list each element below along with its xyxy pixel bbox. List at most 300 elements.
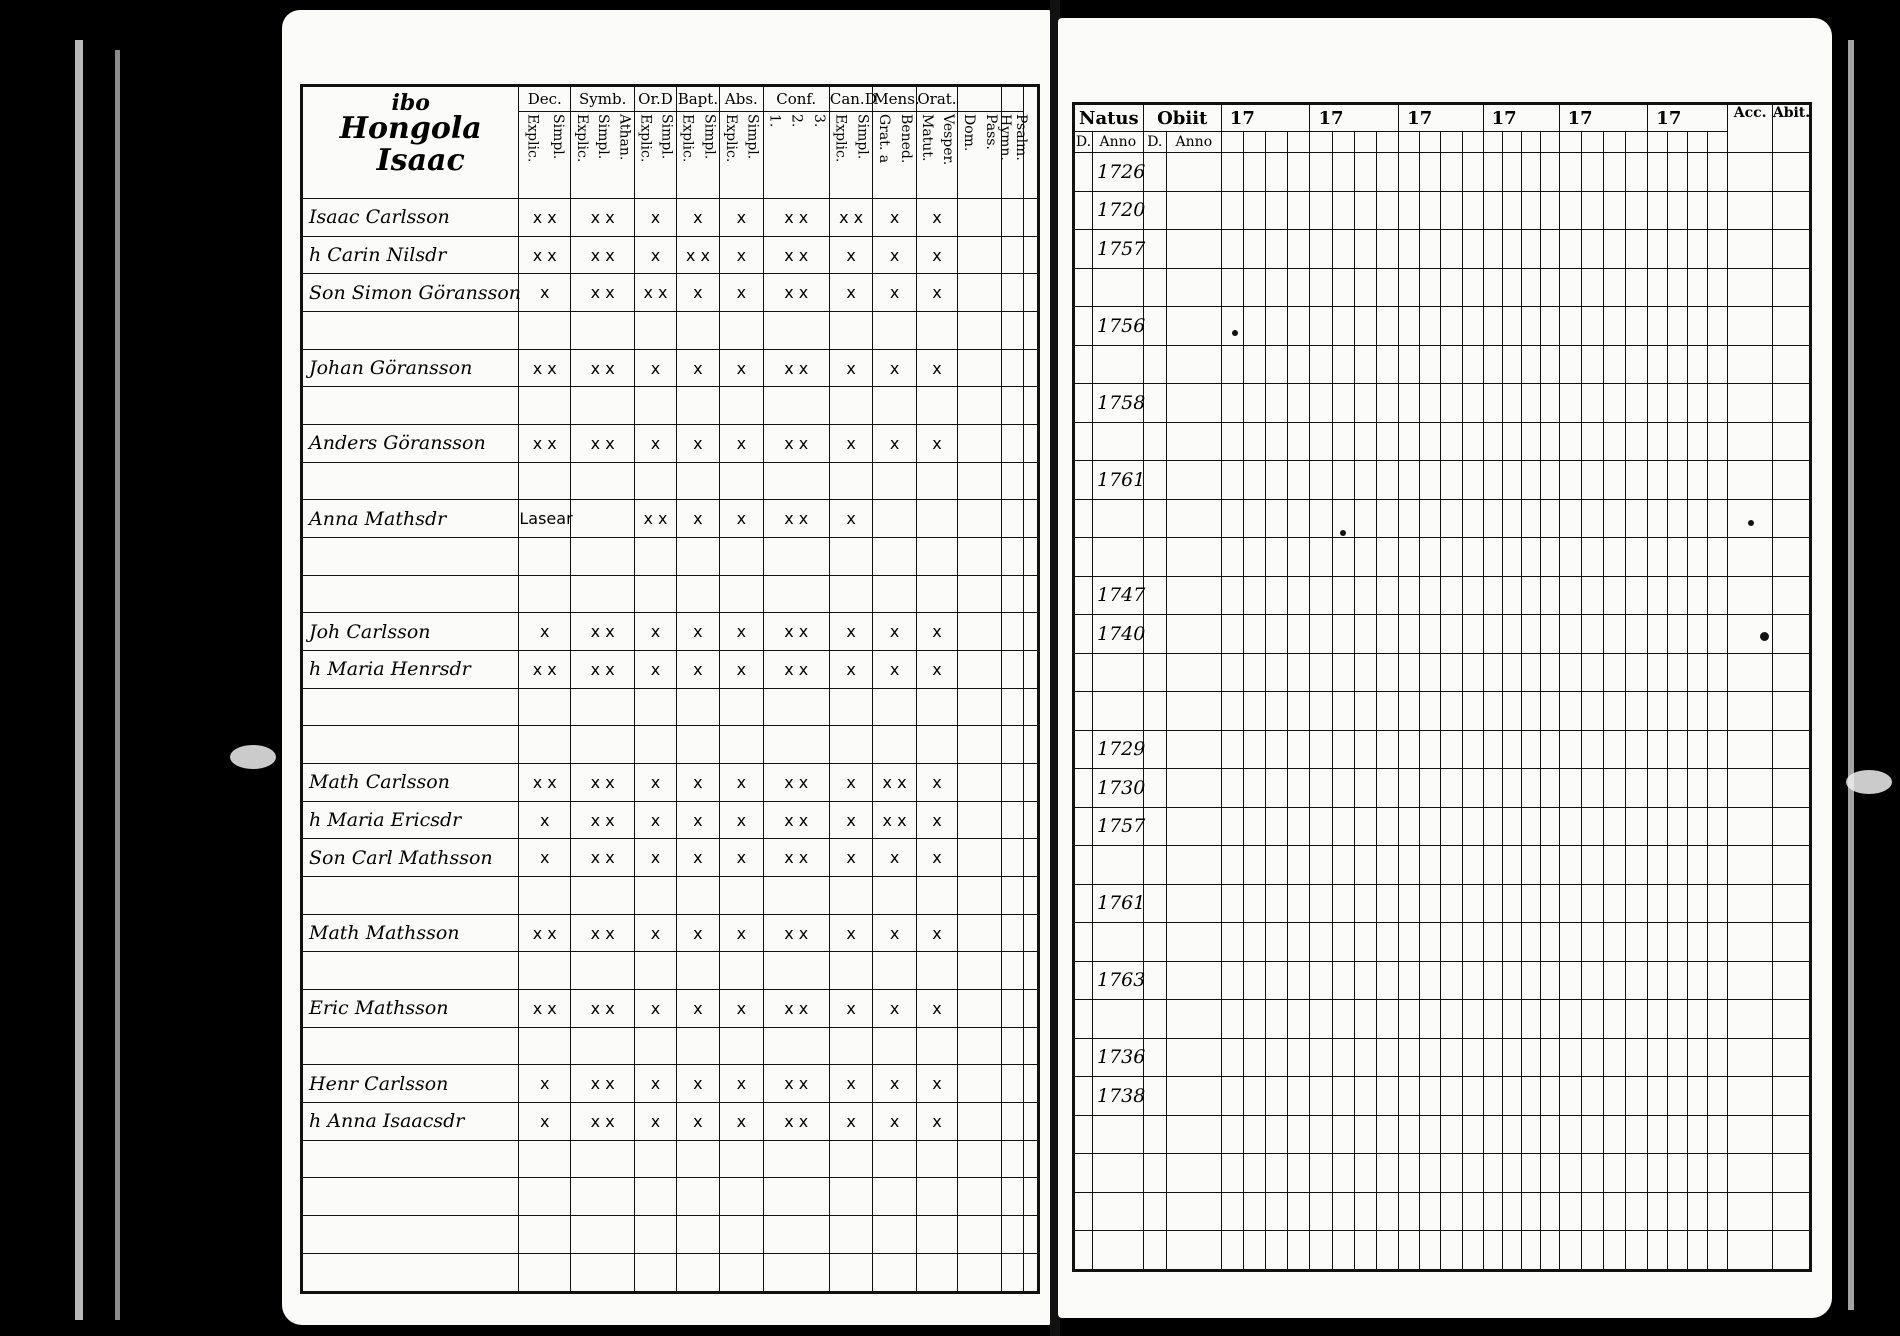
empty-cell [1502, 132, 1521, 153]
empty-cell [1288, 191, 1310, 230]
empty-cell [1221, 576, 1243, 615]
catechism-mark [635, 688, 676, 726]
table-row [1074, 923, 1811, 962]
person-name [302, 538, 519, 576]
empty-cell [1521, 1231, 1540, 1271]
birth-year-cell: 1720 [1093, 191, 1144, 230]
empty-cell [1668, 576, 1688, 615]
catechism-mark [763, 312, 829, 350]
catechism-mark: x x [635, 274, 676, 312]
catechism-mark [519, 1027, 571, 1065]
table-row [302, 462, 1039, 500]
birth-year-cell [1093, 345, 1144, 384]
empty-cell [1001, 764, 1024, 802]
empty-cell [1166, 769, 1221, 808]
empty-cell [1648, 499, 1668, 538]
empty-cell [1668, 307, 1688, 346]
empty-cell [1024, 1027, 1039, 1065]
empty-cell [1559, 923, 1581, 962]
catechism-mark: Lasear [519, 500, 571, 538]
empty-cell [1420, 153, 1441, 192]
empty-cell [1502, 384, 1521, 423]
empty-cell [1648, 769, 1668, 808]
catechism-mark [916, 877, 957, 915]
empty-cell [1521, 268, 1540, 307]
table-row [302, 877, 1039, 915]
birth-day-cell [1074, 499, 1093, 538]
empty-cell [1626, 884, 1648, 923]
catechism-mark: x x [571, 914, 635, 952]
table-row [1074, 1154, 1811, 1193]
empty-cell [1420, 653, 1441, 692]
empty-cell [1166, 1038, 1221, 1077]
catechism-mark: x [829, 914, 872, 952]
empty-cell [1420, 615, 1441, 654]
empty-cell [1581, 884, 1603, 923]
empty-cell [1626, 769, 1648, 808]
empty-cell [1462, 191, 1483, 230]
empty-cell [1332, 576, 1354, 615]
empty-cell [1024, 199, 1039, 237]
accessit-header: Acc. [1728, 104, 1772, 153]
birth-year-cell [1093, 923, 1144, 962]
empty-cell [1332, 1000, 1354, 1039]
birth-year-cell [1093, 1231, 1144, 1271]
column-group-header: Conf. [763, 86, 829, 112]
empty-cell [958, 575, 1001, 613]
birth-year-cell [1093, 268, 1144, 307]
birth-day-cell [1074, 807, 1093, 846]
empty-cell [1462, 268, 1483, 307]
empty-cell [1288, 153, 1310, 192]
empty-cell [1377, 615, 1399, 654]
catechism-mark: x [916, 839, 957, 877]
empty-cell [1603, 1154, 1625, 1193]
empty-cell [1708, 653, 1728, 692]
empty-cell [1266, 268, 1288, 307]
empty-cell [958, 914, 1001, 952]
empty-cell [1668, 769, 1688, 808]
empty-cell [1540, 153, 1559, 192]
catechism-mark [676, 726, 719, 764]
empty-cell [1688, 307, 1708, 346]
empty-cell [1399, 653, 1420, 692]
empty-cell [1462, 576, 1483, 615]
empty-cell [1399, 1077, 1420, 1116]
empty-cell [1772, 191, 1810, 230]
catechism-mark [720, 952, 763, 990]
empty-cell [1166, 576, 1221, 615]
empty-cell [1483, 884, 1502, 923]
column-group-header [1001, 86, 1024, 112]
catechism-mark [829, 952, 872, 990]
empty-cell [1668, 1038, 1688, 1077]
empty-cell [1728, 499, 1772, 538]
catechism-mark: x [676, 613, 719, 651]
empty-cell [1708, 730, 1728, 769]
empty-cell [1708, 692, 1728, 731]
empty-cell [1143, 153, 1166, 192]
empty-cell [1354, 1192, 1376, 1231]
catechism-mark [916, 462, 957, 500]
catechism-mark: x [635, 425, 676, 463]
catechism-mark [763, 1027, 829, 1065]
catechism-mark [763, 1140, 829, 1178]
catechism-mark: x [916, 651, 957, 689]
catechism-mark: x x [763, 274, 829, 312]
empty-cell [1166, 461, 1221, 500]
empty-cell [1024, 914, 1039, 952]
empty-cell [1399, 461, 1420, 500]
empty-cell [1399, 345, 1420, 384]
empty-cell [1266, 307, 1288, 346]
empty-cell [1288, 884, 1310, 923]
empty-cell [1688, 132, 1708, 153]
empty-cell [1603, 307, 1625, 346]
catechism-mark [829, 1140, 872, 1178]
birth-year-cell [1093, 653, 1144, 692]
column-group-header: Bapt. [676, 86, 719, 112]
empty-cell [1581, 461, 1603, 500]
empty-cell [1648, 692, 1668, 731]
empty-cell [1166, 1231, 1221, 1271]
catechism-mark: x x [519, 349, 571, 387]
empty-cell [1243, 461, 1265, 500]
empty-cell [1728, 384, 1772, 423]
empty-cell [1377, 576, 1399, 615]
empty-cell [1001, 462, 1024, 500]
catechism-register-table [300, 84, 1040, 1294]
birth-year-cell: 1736 [1093, 1038, 1144, 1077]
empty-cell [1462, 1077, 1483, 1116]
page-tab [1846, 770, 1892, 794]
table-row [302, 199, 1039, 237]
catechism-mark: x [873, 236, 916, 274]
empty-cell [1502, 884, 1521, 923]
empty-cell [1143, 422, 1166, 461]
empty-cell [1166, 422, 1221, 461]
birth-year-cell: 1726 [1093, 153, 1144, 192]
empty-cell [1354, 1154, 1376, 1193]
birth-day-cell [1074, 384, 1093, 423]
empty-cell [1728, 230, 1772, 269]
empty-cell [1001, 538, 1024, 576]
empty-cell [1648, 1192, 1668, 1231]
person-name: Son Carl Mathsson [302, 839, 519, 877]
column-subheader: Simpl. [658, 114, 675, 160]
empty-cell [1024, 952, 1039, 990]
empty-cell [1221, 499, 1243, 538]
empty-cell [1166, 384, 1221, 423]
empty-cell [1310, 345, 1332, 384]
empty-cell [1001, 349, 1024, 387]
catechism-mark [720, 726, 763, 764]
catechism-mark: x [873, 1103, 916, 1141]
empty-cell [1221, 846, 1243, 885]
catechism-mark: x [519, 801, 571, 839]
empty-cell [958, 425, 1001, 463]
empty-cell [1377, 961, 1399, 1000]
person-name [302, 1253, 519, 1292]
corner-note: ibo [391, 90, 430, 116]
empty-cell [1502, 268, 1521, 307]
empty-cell [1581, 576, 1603, 615]
empty-cell [1310, 923, 1332, 962]
empty-cell [1266, 191, 1288, 230]
empty-cell [1540, 846, 1559, 885]
catechism-mark: x x [571, 990, 635, 1028]
empty-cell [1024, 1178, 1039, 1216]
empty-cell [1502, 422, 1521, 461]
empty-cell [1001, 1253, 1024, 1292]
catechism-mark: x x [635, 500, 676, 538]
catechism-mark: x [829, 764, 872, 802]
catechism-mark [519, 1253, 571, 1292]
catechism-mark [571, 1253, 635, 1292]
catechism-mark [873, 1027, 916, 1065]
empty-cell [1483, 461, 1502, 500]
empty-cell [1708, 230, 1728, 269]
empty-cell [1377, 538, 1399, 577]
empty-cell [1540, 615, 1559, 654]
empty-cell [1728, 422, 1772, 461]
table-row [1074, 653, 1811, 692]
empty-cell [1728, 807, 1772, 846]
empty-cell [1540, 923, 1559, 962]
table-row [1074, 884, 1811, 923]
table-row [1074, 1115, 1811, 1154]
empty-cell [1728, 730, 1772, 769]
catechism-mark: x [676, 1103, 719, 1141]
catechism-mark: x x [763, 990, 829, 1028]
empty-cell [958, 839, 1001, 877]
empty-cell [1310, 499, 1332, 538]
column-subheader: 2. [788, 114, 805, 128]
empty-cell [1462, 1038, 1483, 1077]
empty-cell [1243, 692, 1265, 731]
table-row [302, 613, 1039, 651]
empty-cell [1668, 191, 1688, 230]
empty-cell [1441, 576, 1462, 615]
empty-cell [1288, 499, 1310, 538]
birth-day-cell [1074, 422, 1093, 461]
empty-cell [1354, 345, 1376, 384]
empty-cell [1221, 615, 1243, 654]
catechism-mark [873, 688, 916, 726]
catechism-mark: x x [763, 425, 829, 463]
table-row [1074, 576, 1811, 615]
empty-cell [1354, 230, 1376, 269]
empty-cell [1668, 461, 1688, 500]
empty-cell [1540, 1231, 1559, 1271]
empty-cell [1688, 1115, 1708, 1154]
table-row [1074, 461, 1811, 500]
empty-cell [1728, 1038, 1772, 1077]
empty-cell [958, 312, 1001, 350]
empty-cell [1540, 461, 1559, 500]
empty-cell [958, 1065, 1001, 1103]
empty-cell [1521, 692, 1540, 731]
empty-cell [1399, 846, 1420, 885]
birth-year-cell: 1757 [1093, 230, 1144, 269]
empty-cell [1399, 769, 1420, 808]
empty-cell [1143, 923, 1166, 962]
empty-cell [1243, 653, 1265, 692]
catechism-mark [676, 462, 719, 500]
empty-cell [1001, 1140, 1024, 1178]
catechism-mark [720, 688, 763, 726]
empty-cell [1332, 268, 1354, 307]
empty-cell [1559, 1115, 1581, 1154]
empty-cell [1559, 538, 1581, 577]
empty-cell [1288, 961, 1310, 1000]
empty-cell [1266, 1038, 1288, 1077]
catechism-mark: x [873, 651, 916, 689]
catechism-mark: x [873, 1065, 916, 1103]
empty-cell [1603, 345, 1625, 384]
empty-cell [1521, 1115, 1540, 1154]
birth-day-cell [1074, 307, 1093, 346]
empty-cell [1001, 1216, 1024, 1254]
empty-cell [1001, 1027, 1024, 1065]
empty-cell [1708, 807, 1728, 846]
empty-cell [1143, 268, 1166, 307]
table-row [1074, 384, 1811, 423]
empty-cell [1024, 726, 1039, 764]
empty-cell [1688, 923, 1708, 962]
empty-cell [1581, 153, 1603, 192]
empty-cell [1502, 961, 1521, 1000]
empty-cell [1462, 499, 1483, 538]
column-subheader: Simpl. [744, 114, 761, 160]
empty-cell [1728, 1000, 1772, 1039]
natus-year-subheader: Anno [1093, 132, 1144, 153]
catechism-mark [873, 726, 916, 764]
empty-cell [1243, 1231, 1265, 1271]
empty-cell [1243, 923, 1265, 962]
empty-cell [1266, 345, 1288, 384]
empty-cell [1266, 153, 1288, 192]
catechism-mark: x [916, 990, 957, 1028]
empty-cell [1377, 422, 1399, 461]
empty-cell [1728, 769, 1772, 808]
catechism-mark [571, 1140, 635, 1178]
empty-cell [1483, 268, 1502, 307]
empty-cell [1377, 1231, 1399, 1271]
empty-cell [1728, 884, 1772, 923]
empty-cell [958, 952, 1001, 990]
empty-cell [1420, 1115, 1441, 1154]
empty-cell [1024, 387, 1039, 425]
empty-cell [1668, 846, 1688, 885]
empty-cell [1243, 230, 1265, 269]
empty-cell [1648, 153, 1668, 192]
catechism-mark [571, 1027, 635, 1065]
person-name [302, 462, 519, 500]
empty-cell [1221, 1154, 1243, 1193]
empty-cell [1310, 1231, 1332, 1271]
empty-cell [1024, 801, 1039, 839]
empty-cell [1581, 807, 1603, 846]
empty-cell [1310, 846, 1332, 885]
empty-cell [1288, 1231, 1310, 1271]
empty-cell [1708, 422, 1728, 461]
empty-cell [1626, 191, 1648, 230]
empty-cell [1648, 923, 1668, 962]
empty-cell [1221, 345, 1243, 384]
empty-cell [1441, 1231, 1462, 1271]
catechism-mark: x x [519, 651, 571, 689]
empty-cell [1626, 307, 1648, 346]
empty-cell [1540, 884, 1559, 923]
empty-cell [1441, 268, 1462, 307]
empty-cell [1143, 615, 1166, 654]
empty-cell [1024, 462, 1039, 500]
empty-cell [1483, 615, 1502, 654]
catechism-mark: x [829, 651, 872, 689]
empty-cell [1502, 499, 1521, 538]
empty-cell [1559, 307, 1581, 346]
empty-cell [1581, 268, 1603, 307]
empty-cell [1441, 538, 1462, 577]
empty-cell [1648, 615, 1668, 654]
empty-cell [1143, 384, 1166, 423]
empty-cell [1166, 692, 1221, 731]
catechism-mark: x [635, 764, 676, 802]
empty-cell [1332, 1038, 1354, 1077]
empty-cell [1559, 1077, 1581, 1116]
empty-cell [1399, 730, 1420, 769]
empty-cell [1483, 1038, 1502, 1077]
empty-cell [1266, 1154, 1288, 1193]
empty-cell [1420, 461, 1441, 500]
empty-cell [1166, 1154, 1221, 1193]
empty-cell [1399, 1192, 1420, 1231]
empty-cell [1581, 961, 1603, 1000]
table-row [302, 425, 1039, 463]
empty-cell [958, 613, 1001, 651]
year-column-header: 17 [1483, 104, 1559, 132]
empty-cell [1540, 961, 1559, 1000]
column-subheaders [571, 112, 635, 199]
empty-cell [1648, 422, 1668, 461]
empty-cell [1521, 461, 1540, 500]
empty-cell [1559, 769, 1581, 808]
empty-cell [1668, 384, 1688, 423]
catechism-mark: x [916, 425, 957, 463]
empty-cell [1581, 499, 1603, 538]
empty-cell [1243, 961, 1265, 1000]
empty-cell [1243, 1115, 1265, 1154]
catechism-mark: x [635, 990, 676, 1028]
empty-cell [1310, 153, 1332, 192]
table-row [1074, 615, 1811, 654]
empty-cell [1243, 1077, 1265, 1116]
empty-cell [1483, 769, 1502, 808]
empty-cell [1024, 1140, 1039, 1178]
empty-cell [1462, 461, 1483, 500]
empty-cell [1581, 692, 1603, 731]
person-name: h Maria Ericsdr [302, 801, 519, 839]
empty-cell [1483, 422, 1502, 461]
empty-cell [1708, 1000, 1728, 1039]
empty-cell [1266, 1192, 1288, 1231]
catechism-mark: x [873, 425, 916, 463]
empty-cell [1521, 615, 1540, 654]
table-row [1074, 268, 1811, 307]
empty-cell [958, 877, 1001, 915]
empty-cell [1772, 538, 1810, 577]
